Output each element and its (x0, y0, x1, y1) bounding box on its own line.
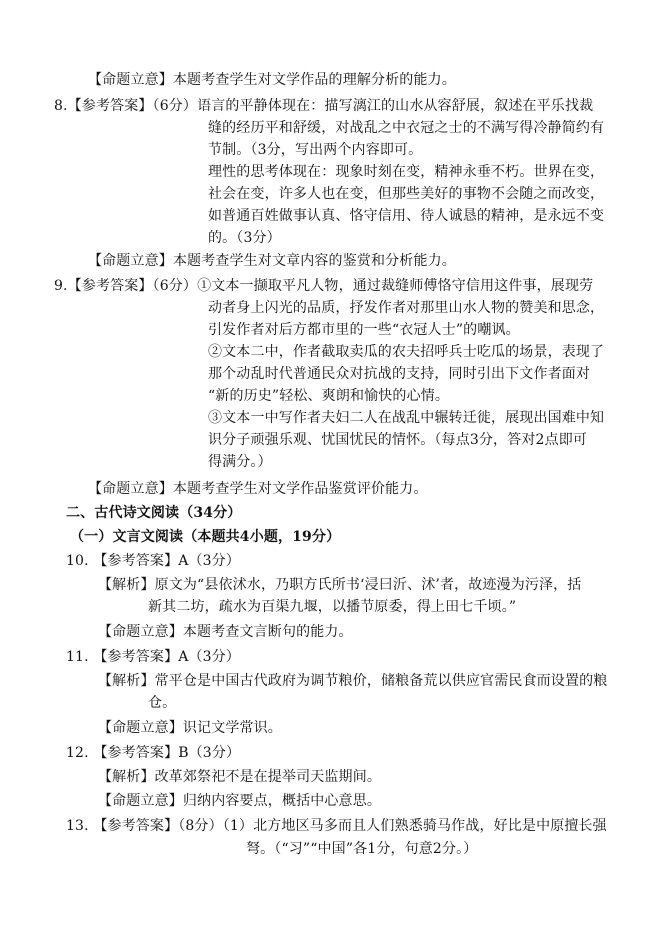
text-line: 仓。 (148, 695, 177, 711)
text-line: 【命题立意】本题考查学生对文学作品鉴赏评价能力。 (88, 481, 428, 497)
text-line: 12. 【参考答案】B（3分） (66, 745, 241, 761)
text-line: 【命题立意】本题考查学生对文章内容的鉴赏和分析能力。 (88, 253, 456, 269)
text-line: 动者身上闪光的品质，抒发作者对那里山水人物的赞美和思念， (208, 300, 605, 316)
text-line: 【解析】常平仓是中国古代政府为调节粮价，储粮备荒以供应官需民食而设置的粮 (98, 673, 608, 689)
text-line: 【命题立意】本题考查文言断句的能力。 (98, 624, 353, 640)
text-line: 得满分。） (208, 454, 272, 470)
text-line: 社会在变，许多人也在变，但那些美好的事物不会随之而改变， (208, 186, 605, 202)
text-line: 理性的思考体现在：现象时刻在变，精神永垂不朽。世界在变， (208, 164, 605, 180)
text-line: 【命题立意】归纳内容要点，概括中心意思。 (98, 793, 381, 809)
text-line: 引发作者对后方都市里的一些“衣冠人士”的嘲讽。 (208, 322, 520, 338)
text-line: 11. 【参考答案】A（3分） (66, 649, 240, 665)
text-line: 9.【参考答案】（6分）①文本一撷取平凡人物，通过裁缝师傅恪守信用这件事，展现劳 (54, 278, 594, 294)
text-line: 缝的经历平和舒缓，对战乱之中衣冠之士的不满写得冷静简约有 (208, 120, 605, 136)
text-line: ③文本一中写作者夫妇二人在战乱中辗转迁徙，展现出国难中知 (208, 410, 605, 426)
text-line: 【命题立意】识记文学常识。 (98, 720, 282, 736)
subsection-heading: （一）文言文阅读（本题共4小题，19分） (70, 529, 341, 545)
text-line: ②文本二中，作者截取卖瓜的农夫招呼兵士吃瓜的场景，表现了 (208, 344, 605, 360)
text-line: 【解析】原文为“县依沭水，乃职方氏所书‘浸曰沂、沭’者，故迹漫为污泽，括 (98, 577, 582, 593)
text-line: 10. 【参考答案】A（3分） (66, 553, 240, 569)
text-line: 【解析】改革郊祭祀不是在提举司天监期间。 (98, 769, 381, 785)
text-line: 【命题立意】本题考查学生对文学作品的理解分析的能力。 (88, 72, 456, 88)
text-line: 识分子顽强乐观、忧国忧民的情怀。（每点3分，答对2点即可 (208, 432, 588, 448)
text-line: 弩。（“习”“中国”各1分，句意2分。） (246, 841, 478, 857)
section-heading: 二、古代诗文阅读（34分） (66, 505, 242, 521)
text-line: 新其二坊，疏水为百渠九堰，以播节原委，得上田七千顷。” (148, 599, 517, 615)
text-line: 的。（3分） (208, 230, 281, 246)
text-line: 8.【参考答案】（6分）语言的平静体现在：描写漓江的山水从容舒展，叙述在平乐找裁 (54, 98, 594, 114)
text-line: 如普通百姓做事认真、恪守信用、待人诚恳的精神，是永远不变 (208, 208, 605, 224)
text-line: 节制。（3分，写出两个内容即可。 (208, 142, 423, 158)
text-line: 那个动乱时代普通民众对抗战的支持，同时引出下文作者面对 (208, 366, 591, 382)
text-line: “新的历史”轻松、爽朗和愉快的心情。 (208, 388, 450, 404)
text-line: 13. 【参考答案】（8分）（1）北方地区马多而且人们熟悉骑马作战，好比是中原擅长强 (66, 818, 607, 834)
